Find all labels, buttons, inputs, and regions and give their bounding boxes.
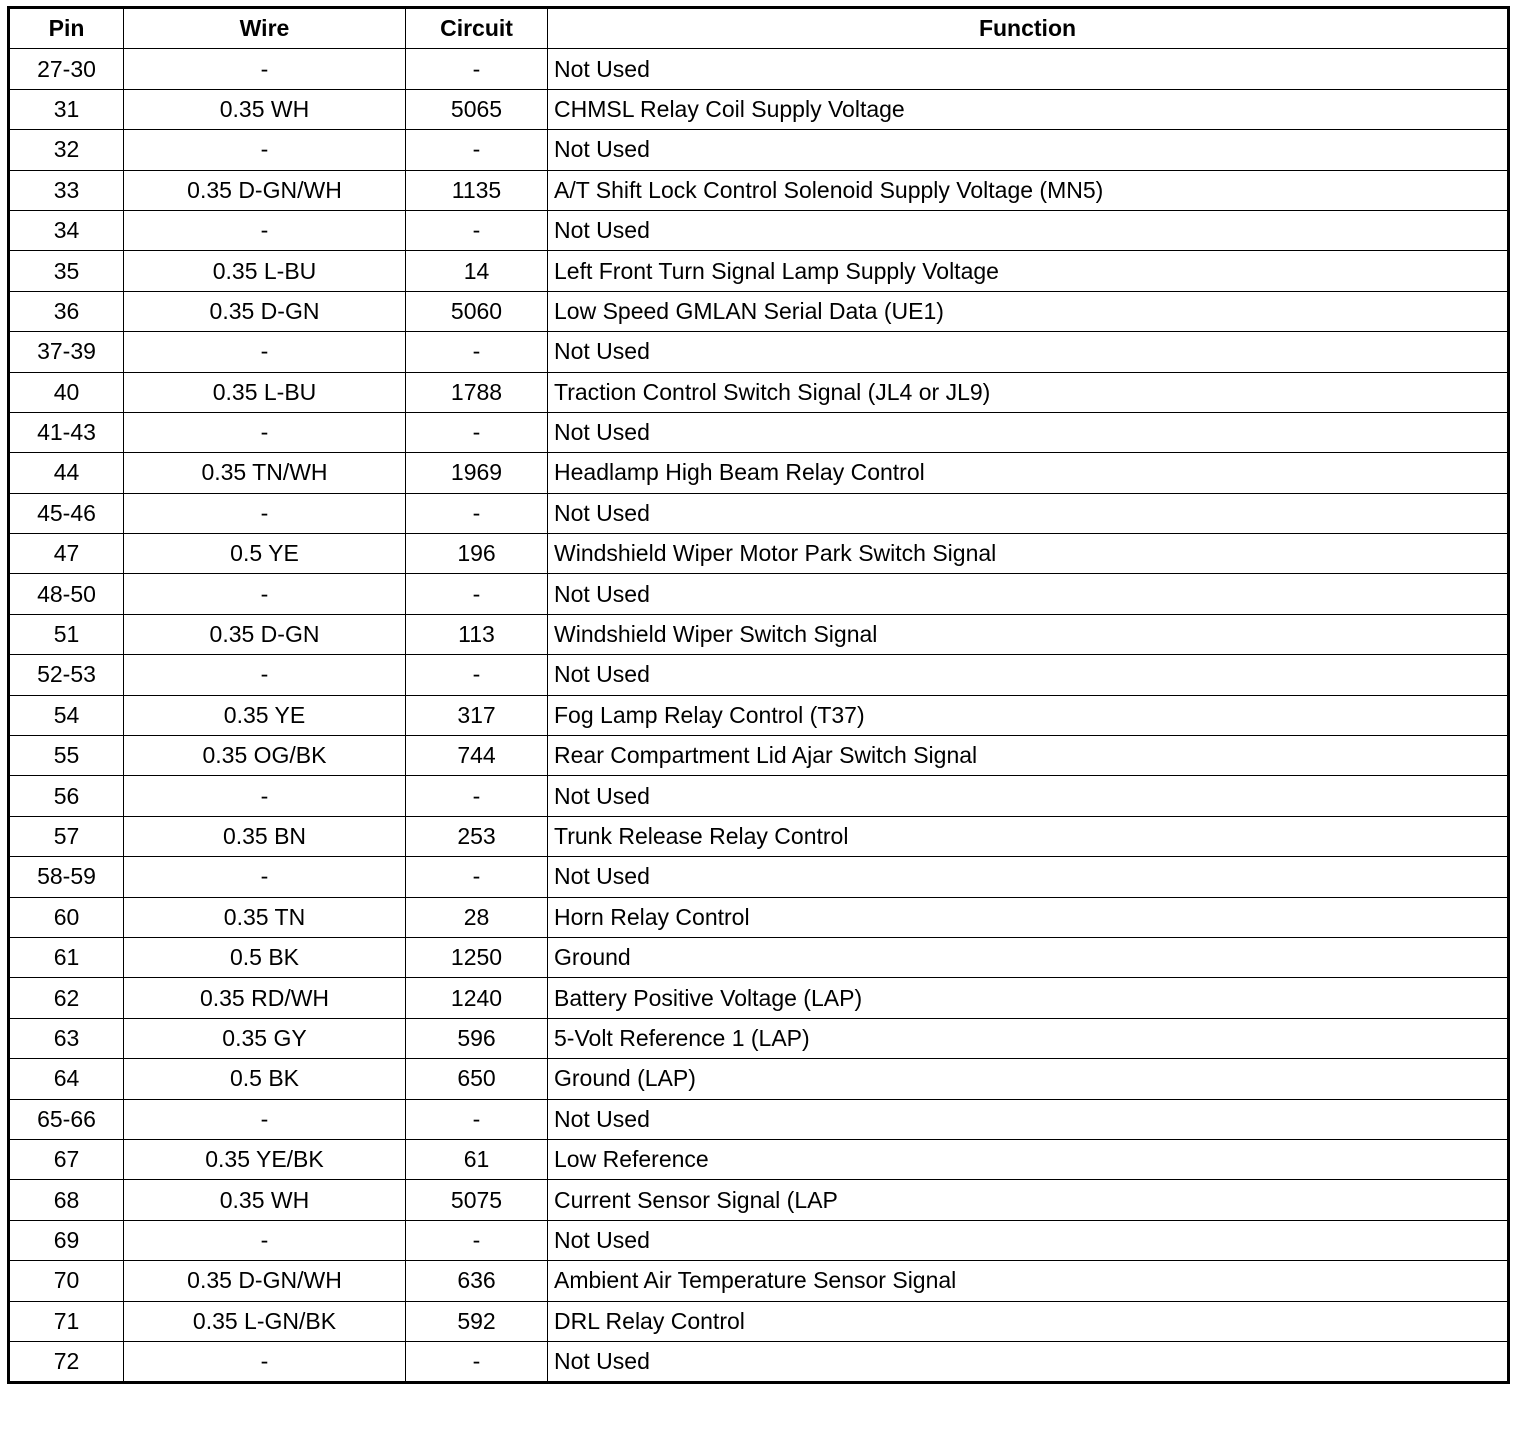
cell-function: Not Used — [548, 130, 1509, 170]
cell-wire: 0.35 D-GN — [124, 614, 406, 654]
table-row — [9, 534, 1509, 574]
cell-pin: 55 — [9, 736, 124, 776]
cell-circuit: 636 — [406, 1261, 548, 1301]
table-row — [9, 210, 1509, 250]
cell-pin: 35 — [9, 251, 124, 291]
cell-circuit: - — [406, 574, 548, 614]
cell-circuit: - — [406, 130, 548, 170]
cell-function: Not Used — [548, 776, 1509, 816]
cell-pin: 52-53 — [9, 655, 124, 695]
table-row — [9, 251, 1509, 291]
cell-circuit: 592 — [406, 1301, 548, 1341]
cell-function: Not Used — [548, 1220, 1509, 1260]
cell-wire: 0.35 WH — [124, 89, 406, 129]
cell-wire: - — [124, 210, 406, 250]
cell-circuit: 650 — [406, 1059, 548, 1099]
cell-pin: 65-66 — [9, 1099, 124, 1139]
table-row — [9, 978, 1509, 1018]
cell-pin: 40 — [9, 372, 124, 412]
cell-pin: 71 — [9, 1301, 124, 1341]
cell-circuit: - — [406, 857, 548, 897]
table-row — [9, 372, 1509, 412]
cell-wire: - — [124, 857, 406, 897]
cell-wire: - — [124, 655, 406, 695]
cell-function: Not Used — [548, 210, 1509, 250]
cell-function: Windshield Wiper Motor Park Switch Signal — [548, 534, 1509, 574]
cell-circuit: - — [406, 49, 548, 89]
cell-wire: 0.5 YE — [124, 534, 406, 574]
cell-circuit: - — [406, 1099, 548, 1139]
cell-wire: 0.35 D-GN — [124, 291, 406, 331]
table-row — [9, 493, 1509, 533]
cell-circuit: 1969 — [406, 453, 548, 493]
table-row — [9, 1059, 1509, 1099]
cell-circuit: 5065 — [406, 89, 548, 129]
cell-pin: 64 — [9, 1059, 124, 1099]
cell-function: Traction Control Switch Signal (JL4 or JL9) — [548, 372, 1509, 412]
cell-function: CHMSL Relay Coil Supply Voltage — [548, 89, 1509, 129]
cell-circuit: 61 — [406, 1139, 548, 1179]
cell-circuit: - — [406, 776, 548, 816]
cell-circuit: 196 — [406, 534, 548, 574]
cell-circuit: 113 — [406, 614, 548, 654]
header-pin: Pin — [9, 8, 124, 49]
table-row — [9, 1301, 1509, 1341]
cell-circuit: 14 — [406, 251, 548, 291]
cell-function: Trunk Release Relay Control — [548, 816, 1509, 856]
cell-wire: 0.35 BN — [124, 816, 406, 856]
cell-function: DRL Relay Control — [548, 1301, 1509, 1341]
table-row — [9, 736, 1509, 776]
cell-wire: - — [124, 493, 406, 533]
cell-pin: 48-50 — [9, 574, 124, 614]
cell-wire: - — [124, 332, 406, 372]
cell-function: Horn Relay Control — [548, 897, 1509, 937]
cell-function: Current Sensor Signal (LAP — [548, 1180, 1509, 1220]
cell-wire: - — [124, 130, 406, 170]
cell-wire: 0.35 OG/BK — [124, 736, 406, 776]
cell-circuit: - — [406, 1341, 548, 1382]
cell-function: Not Used — [548, 1099, 1509, 1139]
header-row — [9, 8, 1509, 49]
cell-pin: 67 — [9, 1139, 124, 1179]
connector-pinout-table — [7, 6, 1510, 1384]
table-row — [9, 453, 1509, 493]
cell-circuit: 317 — [406, 695, 548, 735]
cell-wire: 0.35 L-GN/BK — [124, 1301, 406, 1341]
cell-wire: - — [124, 1220, 406, 1260]
cell-wire: 0.35 WH — [124, 1180, 406, 1220]
table-row — [9, 614, 1509, 654]
cell-function: Headlamp High Beam Relay Control — [548, 453, 1509, 493]
cell-wire: 0.35 TN — [124, 897, 406, 937]
cell-wire: 0.35 YE/BK — [124, 1139, 406, 1179]
table-row — [9, 1139, 1509, 1179]
cell-circuit: - — [406, 493, 548, 533]
cell-pin: 60 — [9, 897, 124, 937]
cell-pin: 70 — [9, 1261, 124, 1301]
cell-function: Windshield Wiper Switch Signal — [548, 614, 1509, 654]
table-row — [9, 1341, 1509, 1382]
table-row — [9, 574, 1509, 614]
cell-wire: - — [124, 574, 406, 614]
cell-pin: 41-43 — [9, 412, 124, 452]
table-row — [9, 655, 1509, 695]
cell-pin: 54 — [9, 695, 124, 735]
cell-pin: 34 — [9, 210, 124, 250]
cell-pin: 56 — [9, 776, 124, 816]
cell-circuit: 5075 — [406, 1180, 548, 1220]
cell-pin: 51 — [9, 614, 124, 654]
table-row — [9, 89, 1509, 129]
cell-wire: 0.35 GY — [124, 1018, 406, 1058]
cell-pin: 31 — [9, 89, 124, 129]
cell-circuit: - — [406, 655, 548, 695]
cell-pin: 33 — [9, 170, 124, 210]
cell-wire: 0.5 BK — [124, 1059, 406, 1099]
cell-function: Not Used — [548, 49, 1509, 89]
cell-wire: 0.35 TN/WH — [124, 453, 406, 493]
cell-circuit: - — [406, 332, 548, 372]
table-row — [9, 170, 1509, 210]
cell-wire: 0.35 D-GN/WH — [124, 1261, 406, 1301]
cell-wire: 0.35 YE — [124, 695, 406, 735]
cell-function: Not Used — [548, 493, 1509, 533]
table-row — [9, 937, 1509, 977]
cell-function: Ground — [548, 937, 1509, 977]
cell-circuit: - — [406, 1220, 548, 1260]
table-row — [9, 332, 1509, 372]
header-circuit: Circuit — [406, 8, 548, 49]
cell-circuit: - — [406, 210, 548, 250]
cell-wire: 0.35 D-GN/WH — [124, 170, 406, 210]
cell-function: Low Reference — [548, 1139, 1509, 1179]
cell-wire: 0.35 L-BU — [124, 372, 406, 412]
cell-function: Fog Lamp Relay Control (T37) — [548, 695, 1509, 735]
cell-function: A/T Shift Lock Control Solenoid Supply Voltage (MN5) — [548, 170, 1509, 210]
cell-wire: - — [124, 1099, 406, 1139]
cell-pin: 37-39 — [9, 332, 124, 372]
cell-function: Not Used — [548, 655, 1509, 695]
table-header — [9, 8, 1509, 49]
cell-pin: 62 — [9, 978, 124, 1018]
header-function: Function — [548, 8, 1509, 49]
cell-function: Not Used — [548, 332, 1509, 372]
table-row — [9, 291, 1509, 331]
cell-circuit: 5060 — [406, 291, 548, 331]
table-row — [9, 1261, 1509, 1301]
cell-function: Not Used — [548, 574, 1509, 614]
table-row — [9, 1018, 1509, 1058]
cell-pin: 44 — [9, 453, 124, 493]
cell-pin: 72 — [9, 1341, 124, 1382]
table-row — [9, 897, 1509, 937]
cell-circuit: 596 — [406, 1018, 548, 1058]
cell-pin: 27-30 — [9, 49, 124, 89]
table-body — [9, 49, 1509, 1383]
cell-pin: 63 — [9, 1018, 124, 1058]
cell-function: Not Used — [548, 857, 1509, 897]
cell-wire: - — [124, 1341, 406, 1382]
cell-pin: 61 — [9, 937, 124, 977]
table-row — [9, 776, 1509, 816]
cell-function: Low Speed GMLAN Serial Data (UE1) — [548, 291, 1509, 331]
cell-pin: 32 — [9, 130, 124, 170]
cell-circuit: 1250 — [406, 937, 548, 977]
cell-pin: 47 — [9, 534, 124, 574]
cell-pin: 58-59 — [9, 857, 124, 897]
table-row — [9, 1099, 1509, 1139]
cell-function: Not Used — [548, 412, 1509, 452]
cell-wire: - — [124, 412, 406, 452]
cell-function: Left Front Turn Signal Lamp Supply Voltage — [548, 251, 1509, 291]
cell-circuit: 253 — [406, 816, 548, 856]
cell-circuit: 744 — [406, 736, 548, 776]
table-row — [9, 857, 1509, 897]
table-row — [9, 130, 1509, 170]
cell-function: Rear Compartment Lid Ajar Switch Signal — [548, 736, 1509, 776]
cell-circuit: - — [406, 412, 548, 452]
cell-pin: 57 — [9, 816, 124, 856]
cell-function: Ground (LAP) — [548, 1059, 1509, 1099]
cell-wire: 0.35 L-BU — [124, 251, 406, 291]
cell-pin: 36 — [9, 291, 124, 331]
cell-circuit: 1788 — [406, 372, 548, 412]
cell-function: 5-Volt Reference 1 (LAP) — [548, 1018, 1509, 1058]
table-row — [9, 1220, 1509, 1260]
cell-pin: 68 — [9, 1180, 124, 1220]
cell-circuit: 1135 — [406, 170, 548, 210]
table-row — [9, 49, 1509, 89]
cell-function: Ambient Air Temperature Sensor Signal — [548, 1261, 1509, 1301]
table-row — [9, 816, 1509, 856]
cell-circuit: 28 — [406, 897, 548, 937]
cell-wire: - — [124, 776, 406, 816]
cell-pin: 69 — [9, 1220, 124, 1260]
table-row — [9, 695, 1509, 735]
cell-function: Not Used — [548, 1341, 1509, 1382]
cell-circuit: 1240 — [406, 978, 548, 1018]
cell-pin: 45-46 — [9, 493, 124, 533]
cell-wire: 0.5 BK — [124, 937, 406, 977]
table-row — [9, 412, 1509, 452]
header-wire: Wire — [124, 8, 406, 49]
cell-function: Battery Positive Voltage (LAP) — [548, 978, 1509, 1018]
cell-wire: - — [124, 49, 406, 89]
table-row — [9, 1180, 1509, 1220]
cell-wire: 0.35 RD/WH — [124, 978, 406, 1018]
